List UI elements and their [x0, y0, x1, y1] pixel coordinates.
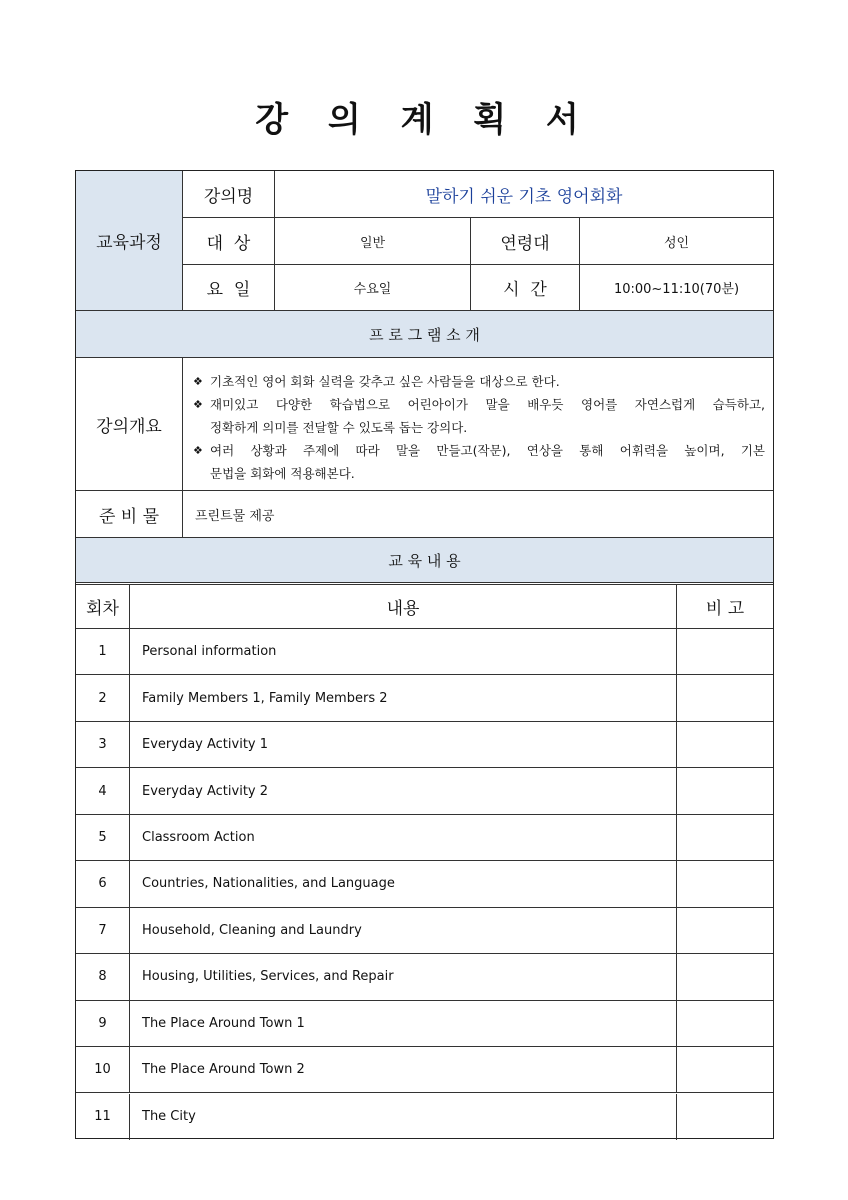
session-note [677, 908, 773, 954]
session-number: 4 [76, 768, 130, 814]
col-note-header: 비 고 [677, 585, 773, 629]
col-content-header: 내용 [130, 585, 677, 629]
course-name-label: 강의명 [183, 171, 275, 218]
session-content: The Place Around Town 1 [130, 1001, 677, 1047]
session-note [677, 768, 773, 814]
session-content: The Place Around Town 2 [130, 1047, 677, 1093]
page-title: 강 의 계 획 서 [255, 100, 593, 140]
session-number: 9 [76, 1001, 130, 1047]
session-content: Classroom Action [130, 815, 677, 861]
session-content: Housing, Utilities, Services, and Repair [130, 954, 677, 1000]
day-value: 수요일 [275, 265, 471, 311]
course-name: 말하기 쉬운 기초 영어회화 [275, 171, 773, 218]
col-session-header: 회차 [76, 585, 130, 629]
overview-item-continued: 정확하게 의미를 전달할 수 있도록 돕는 강의다. [210, 420, 468, 435]
overview-content [183, 358, 773, 491]
session-note [677, 1001, 773, 1047]
target-label: 대 상 [183, 218, 275, 265]
session-content: The City [130, 1094, 677, 1140]
session-note [677, 722, 773, 768]
session-content: Everyday Activity 1 [130, 722, 677, 768]
session-number: 11 [76, 1094, 130, 1140]
time-value: 10:00~11:10(70분) [580, 265, 773, 311]
session-number: 10 [76, 1047, 130, 1093]
session-note [677, 1094, 773, 1140]
session-note [677, 861, 773, 907]
diamond-bullet-icon: ❖ [193, 375, 203, 388]
time-label: 시 간 [471, 265, 580, 311]
session-note [677, 954, 773, 1000]
target-value: 일반 [275, 218, 471, 265]
diamond-bullet-icon: ❖ [193, 398, 203, 411]
session-note [677, 815, 773, 861]
session-number: 7 [76, 908, 130, 954]
course-label: 교육과정 [76, 171, 183, 311]
syllabus-table [75, 170, 774, 1139]
overview-label: 강의개요 [76, 358, 183, 491]
session-content: Family Members 1, Family Members 2 [130, 675, 677, 721]
session-content: Personal information [130, 629, 677, 675]
session-number: 5 [76, 815, 130, 861]
materials-value: 프린트물 제공 [183, 491, 773, 538]
age-label: 연령대 [471, 218, 580, 265]
session-number: 3 [76, 722, 130, 768]
session-note [677, 1047, 773, 1093]
session-content: Everyday Activity 2 [130, 768, 677, 814]
session-content: Countries, Nationalities, and Language [130, 861, 677, 907]
overview-item-continued: 문법을 회화에 적용해본다. [210, 466, 355, 481]
day-label: 요 일 [183, 265, 275, 311]
session-number: 6 [76, 861, 130, 907]
age-value: 성인 [580, 218, 773, 265]
session-note [677, 675, 773, 721]
materials-label: 준 비 물 [76, 491, 183, 538]
session-content: Household, Cleaning and Laundry [130, 908, 677, 954]
overview-item: ❖ 재미있고 다양한 학습법으로 어린아이가 말을 배우듯 영어를 자연스럽게 습득하고, [193, 393, 765, 416]
program-intro-header: 프 로 그 램 소 개 [76, 311, 773, 358]
session-number: 8 [76, 954, 130, 1000]
session-number: 1 [76, 629, 130, 675]
session-note [677, 629, 773, 675]
session-number: 2 [76, 675, 130, 721]
diamond-bullet-icon: ❖ [193, 444, 203, 457]
overview-item: ❖ 여러 상황과 주제에 따라 말을 만들고(작문), 연상을 통해 어휘력을 높이며, 기본 [193, 439, 765, 462]
content-header: 교 육 내 용 [76, 538, 773, 583]
overview-item: ❖ 기초적인 영어 회화 실력을 갖추고 싶은 사람들을 대상으로 한다. [193, 370, 765, 393]
